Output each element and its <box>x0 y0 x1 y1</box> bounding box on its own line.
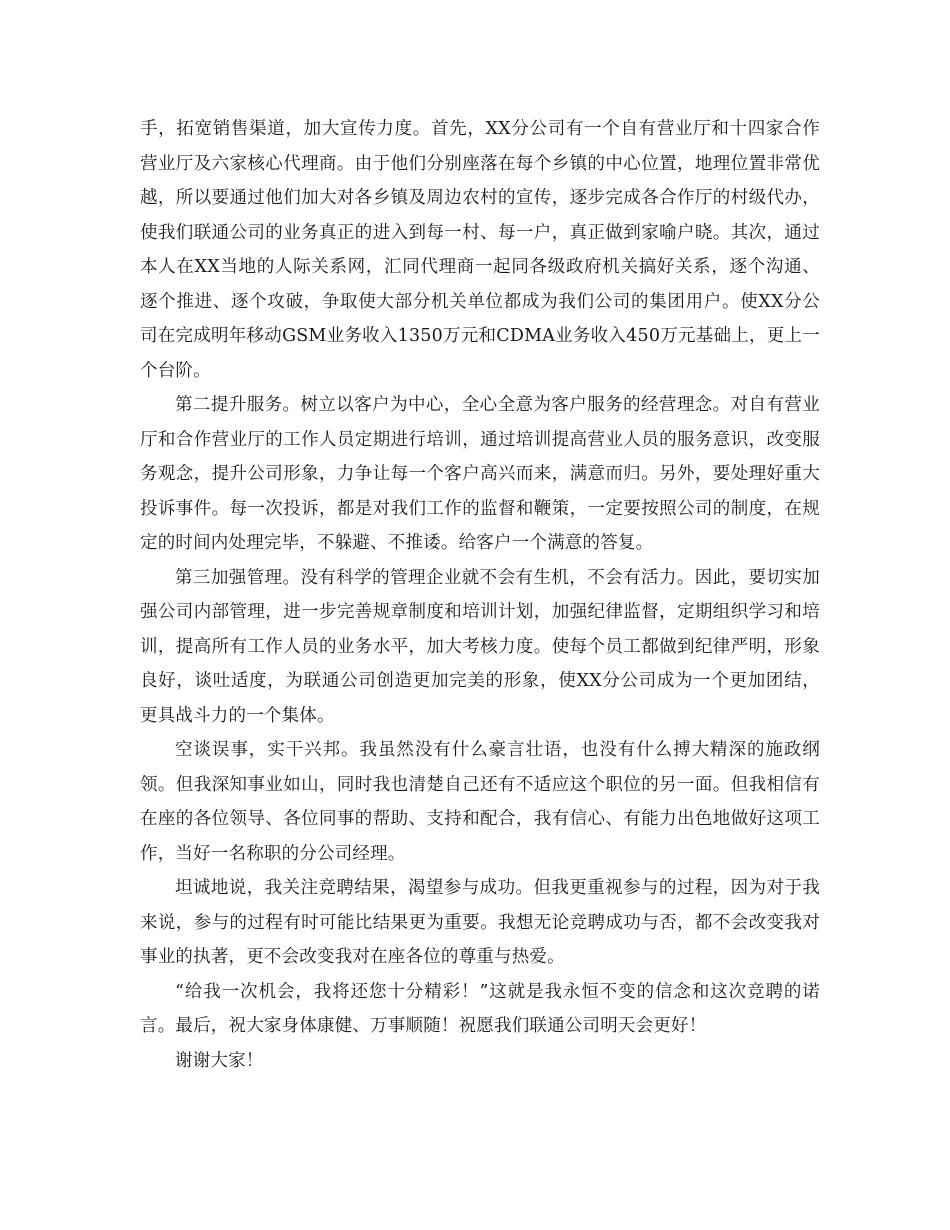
paragraph-1: 手，拓宽销售渠道，加大宣传力度。首先，XX分公司有一个自有营业厅和十四家合作营业厅及六家核心代理商。由于他们分别座落在每个乡镇的中心位置，地理位置非常优越，所以要通过他们加大对各乡镇及周边农村的宣传，逐步完成各合作厅的村级代办，使我们联通公司的业务真正的进入到每一村、每一户，真正做到家喻户晓。其次，通过本人在XX当地的人际关系网，汇同代理商一起同各级政府机关搞好关系，逐个沟通、逐个推进、逐个攻破，争取使大部分机关单位都成为我们公司的集团用户。使XX分公司在完成明年移动GSM业务收入1350万元和CDMA业务收入450万元基础上，更上一个台阶。 <box>140 119 820 381</box>
paragraph-2: 第二提升服务。树立以客户为中心，全心全意为客户服务的经营理念。对自有营业厅和合作营业厅的工作人员定期进行培训，通过培训提高营业人员的服务意识，改变服务观念，提升公司形象，力争让每一个客户高兴而来，满意而归。另外，要处理好重大投诉事件。每一次投诉，都是对我们工作的监督和鞭策，一定要按照公司的制度，在规定的时间内处理完毕，不躲避、不推诿。给客户一个满意的答复。 <box>140 395 820 553</box>
document-body <box>140 112 820 1078</box>
paragraph-6: “给我一次机会，我将还您十分精彩！”这就是我永恒不变的信念和这次竞聘的诺言。最后，祝大家身体康健、万事顺随！祝愿我们联通公司明天会更好！ <box>140 981 820 1036</box>
paragraph-7: 谢谢大家！ <box>175 1050 264 1071</box>
paragraph-5: 坦诚地说，我关注竞聘结果，渴望参与成功。但我更重视参与的过程，因为对于我来说，参与的过程有时可能比结果更为重要。我想无论竞聘成功与否，都不会改变我对事业的执著，更不会改变我对在座各位的尊重与热爱。 <box>140 878 820 967</box>
paragraph-4: 空谈误事，实干兴邦。我虽然没有什么豪言壮语，也没有什么搏大精深的施政纲领。但我深知事业如山，同时我也清楚自己还有不适应这个职位的另一面。但我相信有在座的各位领导、各位同事的帮助、支持和配合，我有信心、有能力出色地做好这项工作，当好一名称职的分公司经理。 <box>140 740 820 864</box>
paragraph-3: 第三加强管理。没有科学的管理企业就不会有生机，不会有活力。因此，要切实加强公司内部管理，进一步完善规章制度和培训计划，加强纪律监督，定期组织学习和培训，提高所有工作人员的业务水平，加大考核力度。使每个员工都做到纪律严明，形象良好，谈吐适度，为联通公司创造更加完美的形象，使XX分公司成为一个更加团结，更具战斗力的一个集体。 <box>140 567 820 726</box>
